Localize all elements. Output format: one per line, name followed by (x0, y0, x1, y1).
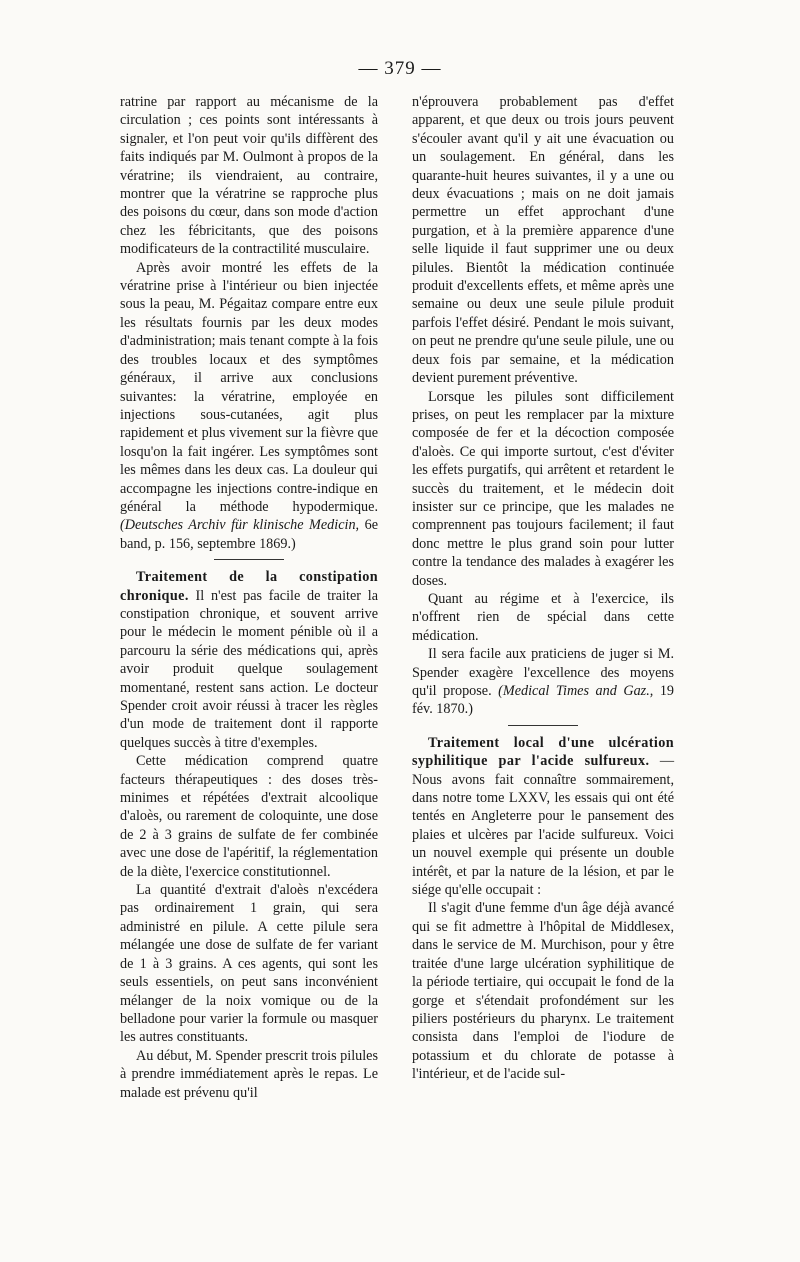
paragraph (412, 734, 674, 900)
paragraph (412, 645, 674, 719)
paragraph (120, 259, 378, 554)
citation: (Deutsches Archiv für klinische Medicin, (120, 517, 360, 534)
paragraph: Quant au régime et à l'exercice, ils n'offrent rien de spécial dans cette médication. (412, 590, 674, 644)
paragraph-text: Il sera facile aux praticiens de juger si M. Spender exagère l'excellence des moyens qu'il propose. (412, 646, 674, 699)
right-column (412, 93, 674, 1084)
paragraph: Cette médication comprend quatre facteurs thérapeutiques : des doses très-minimes et répétées d'extrait alcoolique d'aloès, ou rarement de coloquinte, une dose de 2 à 3 grains de sulfate de fer combinée avec une dose de l'apéritif, la réglementation de la diète, l'exercice constitutionnel. (120, 753, 378, 880)
divider (508, 725, 578, 726)
paragraph: n'éprouvera probablement pas d'effet apparent, et que deux ou trois jours peuvent s'écouler avant qu'il y ait une évacuation ou un soulagement. En général, dans les quarante-huit heures suivantes, il y a une ou deux évacuations ; mais on ne doit jamais permettre un effet approchant d'une purgation, et à la première apparence d'une selle liquide il faut supprimer une ou deux pilules. Bientôt la médication continuée produit d'excellents effets, et même après une semaine ou deux une seule pilule produit parfois l'effet désiré. Pendant le mois suivant, on peut ne prendre qu'une seule pilule, une ou deux fois par semaine, et la médication devient purement préventive. (412, 94, 674, 387)
paragraph: La quantité d'extrait d'aloès n'excédera pas ordinairement 1 grain, qui sera administré en pilule. A cette pilule sera mélangée une dose de sulfate de fer variant de 1 à 3 grains. A ces agents, qui sont les seuls essentiels, on peut sans inconvénient mélanger de la noix vomique ou de la belladone pour varier la formule ou masquer les autres constituants. (120, 882, 378, 1046)
divider (214, 559, 284, 560)
citation-tail: 6e band, p. 156, septembre 1869.) (120, 517, 378, 552)
paragraph-text: Il n'est pas facile de traiter la constipation chronique, et souvent arrive pour le médecin le moment pénible où il a parcouru la série des médications qui, après avoir produit quelque soulagement momentané, restent sans action. Le docteur Spender croit avoir réussi à tracer les règles d'un mode de traitement dont il rapporte quelques succès à titre d'exemples. (120, 587, 378, 751)
left-column (120, 93, 378, 1102)
paragraph: Au début, M. Spender prescrit trois pilules à prendre immédiatement après le repas. Le malade est prévenu qu'il (120, 1047, 378, 1101)
section-heading: Traitement de la constipation chronique. (120, 569, 378, 604)
paragraph-text: — Nous avons fait connaître sommairement, dans notre tome LXXV, les essais qui ont été tentés en Angleterre pour le pansement des plaies et ulcères par l'acide sulfureux. Voici un nouvel exemple qui présente un double intérêt, et par la nature de la lésion, et par le siége qu'elle occupait : (412, 753, 675, 899)
section-heading: Traitement local d'une ulcération syphilitique par l'acide sulfureux. (412, 734, 674, 770)
paragraph: ratrine par rapport au mécanisme de la circulation ; ces points sont intéressants à signaler, et l'on peut voir qu'ils diffèrent des faits indiqués par M. Oulmont à propos de la vératrine; ils viendraient, au contraire, montrer que la vératrine se rapproche plus des poisons du cœur, dans son mode d'action chez les fébricitants, que des poisons modificateurs de la contractilité musculaire. (120, 94, 378, 258)
citation: (Medical Times and Gaz., (498, 683, 654, 699)
paragraph (120, 568, 378, 752)
page-number: — 379 — (358, 58, 442, 79)
paragraph-text: Après avoir montré les effets de la vératrine prise à l'intérieur ou bien injectée sous la peau, M. Pégaitaz compare entre eux les résultats fournis par les deux modes d'administration; mais tenant compte à la fois des troubles locaux et des symptômes généraux, il arrive aux conclusions suivantes: la vératrine, employée en injections sous-cutanées, agit plus rapidement et plus vivement sur la fièvre que losqu'on la fait ingérer. Les symptômes sont les mêmes dans les deux cas. La douleur qui accompagne les injections contre-indique en général la méthode hypodermique. (120, 259, 378, 515)
paragraph: Lorsque les pilules sont difficilement prises, on peut les remplacer par la mixture composée de fer et la décoction composée d'aloès. Ce qui importe surtout, c'est d'éviter les effets purgatifs, qui arrêtent et retardent le succès du traitement, et le médecin doit insister sur ce principe, que les malades ne comprennent pas toujours facilement; il faut donc mettre le plus grand soin pour lutter contre la tendance des malades à exagérer les doses. (412, 388, 674, 589)
citation-tail: 19 fév. 1870.) (412, 683, 675, 718)
paragraph: Il s'agit d'une femme d'un âge déjà avancé qui se fit admettre à l'hôpital de Middlesex, dans le service de M. Murchison, pour y être traitée d'une large ulcération syphilitique de la période tertiaire, qui occupait le fond de la gorge et s'étendait profondément sur les piliers postérieurs du pharynx. Le traitement consista dans l'emploi de l'iodure de potassium et du chlorate de potasse à l'intérieur, et de l'acide sul- (412, 900, 674, 1083)
